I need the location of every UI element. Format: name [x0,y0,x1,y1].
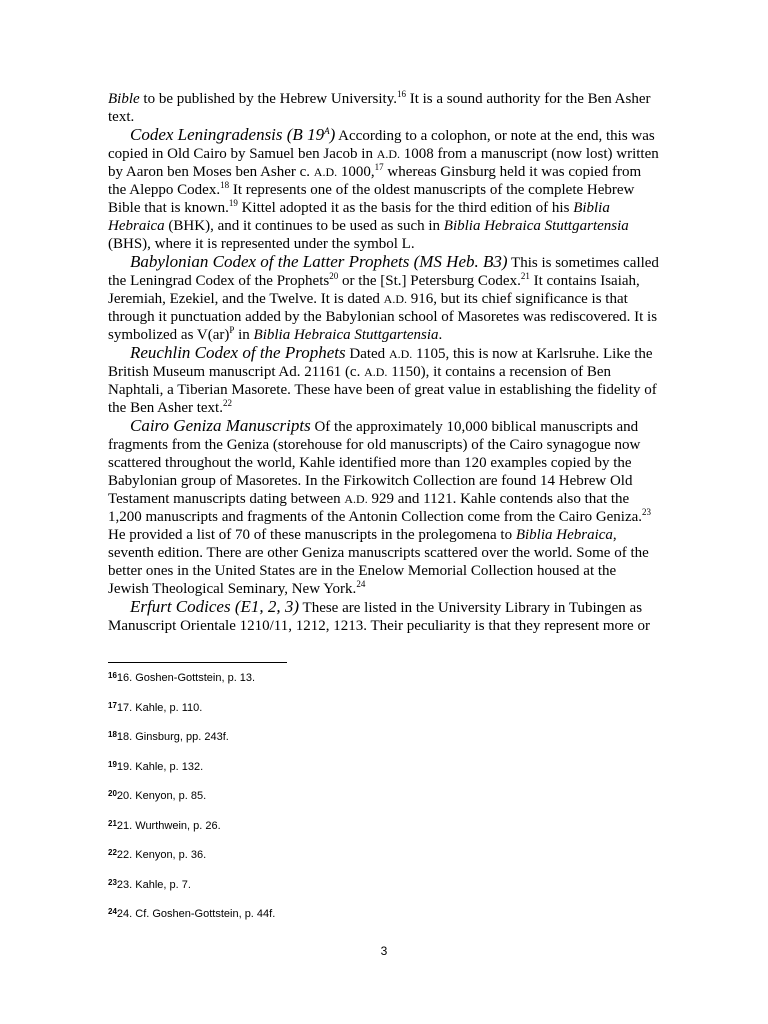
footnote-ref-21[interactable]: 21 [520,271,530,281]
footnote-ref-16[interactable]: 16 [396,89,406,99]
bhs-title: Biblia Hebraica Stuttgartensia [443,218,629,234]
footnote-23: $^{23}$23. Kahle, p. 7. [108,877,191,891]
footnote-ref-20[interactable]: 20 [329,271,339,281]
biblia-hebraica-title: Biblia Hebraica [108,200,610,234]
footnote-24: $^{24}$24. Cf. Goshen-Gottstein, p. 44f. [108,907,276,920]
babylonian-paragraph: Babylonian Codex of the Latter Prophets (MS Heb. B3) This is sometimes called the Leningrad Codex of the Prophets$^{20}$ or the [St.] Petersburg Codex.$^{21}$ It contains Isaiah, Jeremiah, Ezekiel, and the Twelve. It is dated A.D. 916, but its chief significance is that through it punctuation added by the Babylonian school of Masoretes was rediscovered. It is symbolized as V(ar)$^P$ in Biblia Hebraica Stuttgartensia. [108,252,659,343]
footnote-separator [108,662,287,663]
footnote-ref-18[interactable]: 18 [220,180,230,190]
footnote-22: $^{22}$22. Kenyon, p. 36. [108,848,207,861]
footnote-20: $^{20}$20. Kenyon, p. 85. [108,789,207,802]
footnote-ref-17[interactable]: 17 [374,162,384,172]
footnote-19: $^{19}$19. Kahle, p. 132. [108,759,204,773]
footnote-17: $^{17}$17. Kahle, p. 110. [108,700,203,714]
footnote-ref-24[interactable]: 24 [356,579,366,589]
bhs-title: Biblia Hebraica Stuttgartensia [253,327,439,343]
reuchlin-paragraph: Reuchlin Codex of the Prophets Dated A.D. 1105, this is now at Karlsruhe. Like the British Museum manuscript Ad. 21161 (c. A.D. 1150), it contains a recension of Ben Naphtali, a Tiberian Masorete. These have been of great value in establishing the fidelity of the Ben Asher text.$^{22}$ [108,343,657,416]
body-text [108,90,660,635]
footnote-ref-22[interactable]: 22 [222,398,232,408]
bible-title: Bible [108,91,140,107]
footnotes [108,670,660,936]
intro-paragraph: Bible to be published by the Hebrew University.$^{16}$ It is a sound authority for the Ben Asher text. [108,89,651,125]
footnote-ref-19[interactable]: 19 [228,198,238,208]
geniza-heading: Cairo Geniza Manuscripts [130,416,311,435]
erfurt-heading: Erfurt Codices (E1, 2, 3) [130,597,300,616]
leningradensis-heading: Codex Leningradensis (B $19^A$) [130,125,336,144]
reuchlin-heading: Reuchlin Codex of the Prophets [130,343,346,362]
babylonian-heading: Babylonian Codex of the Latter Prophets (MS Heb. B3) [130,252,508,271]
erfurt-paragraph: Erfurt Codices (E1, 2, 3) These are listed in the University Library in Tubingen as Manuscript Orientale 1210/11, 1212, 1213. Their peculiarity is that they represent more or [108,597,650,634]
biblia-hebraica-title: Biblia Hebraica [515,527,613,543]
footnote-16: $^{16}$16. Goshen-Gottstein, p. 13. [108,671,256,684]
geniza-paragraph: Cairo Geniza Manuscripts Of the approximately 10,000 biblical manuscripts and fragments from the Geniza (storehouse for old manuscripts) of the Cairo synagogue now scattered throughout the world, Kahle identified more than 120 examples copied by the Babylonian group of Masoretes. In the Firkowitch Collection are found 14 Hebrew Old Testament manuscripts dating between A.D. 929 and 1121. Kahle contends also that the 1,200 manuscripts and fragments of the Antonin Collection come from the Cairo Geniza.$^{23}$ He provided a list of 70 of these manuscripts in the prolegomena to Biblia Hebraica, seventh edition. There are other Geniza manuscripts scattered over the world. Some of the better ones in the United States are in the Enelow Memorial Collection housed at the Jewish Theological Seminary, New York.$^{24}$ [108,416,652,597]
footnote-ref-23[interactable]: 23 [642,507,652,517]
footnote-18: $^{18}$18. Ginsburg, pp. 243f. [108,730,229,743]
page-number: 3 [380,944,388,958]
footnote-21: $^{21}$21. Wurthwein, p. 26. [108,818,221,832]
leningradensis-paragraph: Codex Leningradensis (B $19^A$) According to a colophon, or note at the end, this was copied in Old Cairo by Samuel ben Jacob in A.D. 1008 from a manuscript (now lost) written by Aaron ben Moses ben Asher c. A.D. 1000,17 whereas Ginsburg held it was copied from the Aleppo Codex.$^{18}$ It represents one of the oldest manuscripts of the complete Hebrew Bible that is known.$^{19}$ Kittel adopted it as the basis for the third edition of his Biblia Hebraica (BHK), and it continues to be used as such in Biblia Hebraica Stuttgartensia (BHS), where it is represented under the symbol L. [108,125,659,252]
